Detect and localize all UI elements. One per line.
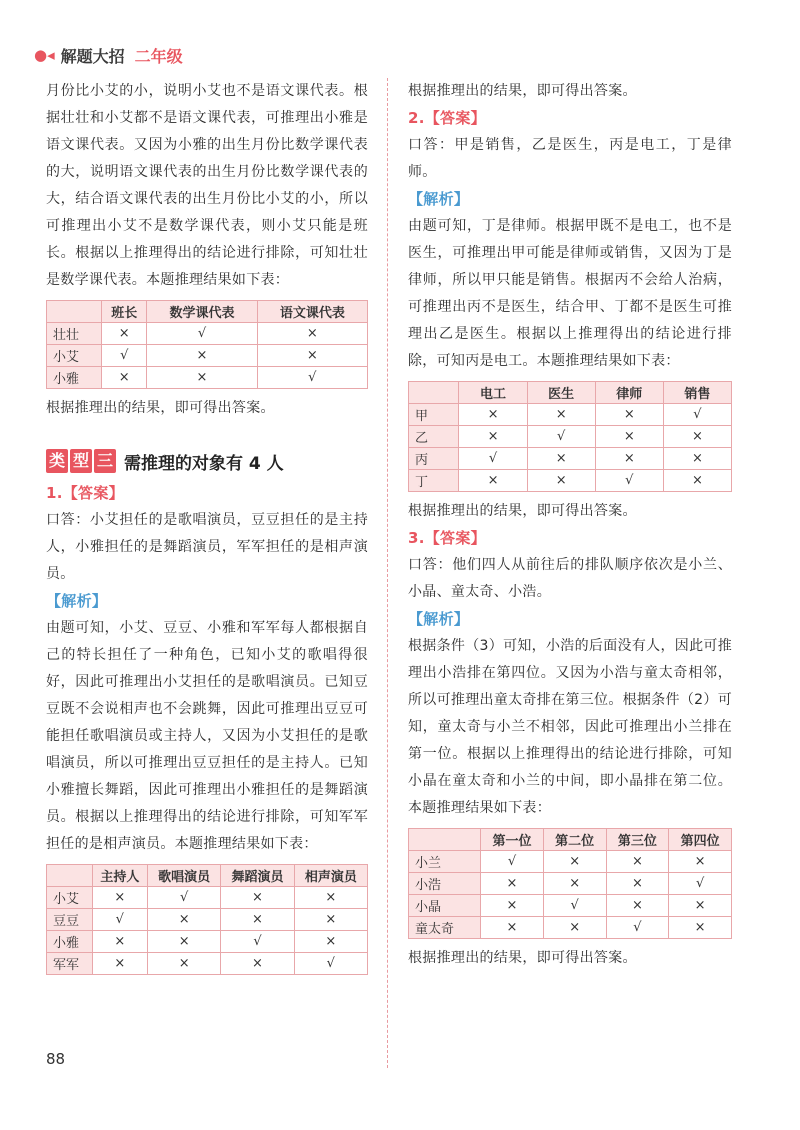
table-row-header: 乙 (409, 426, 459, 448)
table-header-row (47, 865, 368, 887)
q3-answer-label: 3.【答案】 (408, 529, 486, 547)
table-cell: √ (92, 909, 147, 931)
table-header-cell: 医生 (527, 382, 595, 404)
table-cell: × (669, 895, 732, 917)
table-header-cell: 舞蹈演员 (221, 865, 294, 887)
table-cell: × (459, 404, 527, 426)
table-cell: × (481, 895, 544, 917)
table-header-cell: 数学课代表 (147, 301, 257, 323)
table-cell: × (147, 345, 257, 367)
table-header-cell: 主持人 (92, 865, 147, 887)
table-cell: √ (148, 887, 221, 909)
table-cell: × (459, 470, 527, 492)
table-cell: × (663, 470, 731, 492)
table-cell: √ (606, 917, 669, 939)
q1-analysis-label: 【解析】 (46, 592, 108, 610)
table-cell: √ (543, 895, 606, 917)
table-cell: √ (257, 367, 367, 389)
table-cell: × (669, 851, 732, 873)
table-cell: × (543, 851, 606, 873)
table-queue-order (408, 828, 732, 939)
table-cell: × (102, 323, 147, 345)
table-cell: × (92, 953, 147, 975)
table-cell: × (294, 909, 367, 931)
table-row (409, 426, 732, 448)
table-cell: × (92, 887, 147, 909)
q3-analysis: 根据条件（3）可知，小浩的后面没有人，因此可推理出小浩排在第四位。又因为小浩与童太奇相邻，所以可推理出童太奇排在第三位。根据条件（2）可知，童太奇与小兰不相邻，因此可推理出小兰排在第一位。根据以上推理得出的结论进行排除，可知小晶在童太奇和小兰的中间，即小晶排在第二位。本题推理结果如下表： (408, 638, 732, 816)
table-row-header: 军军 (47, 953, 93, 975)
table-cell: × (595, 404, 663, 426)
table-row-header: 小艾 (47, 887, 93, 909)
page-header (34, 42, 183, 68)
q2-answer: 口答：甲是销售，乙是医生，丙是电工，丁是律师。 (408, 137, 732, 180)
table-cell: × (527, 470, 595, 492)
table-header-cell (409, 382, 459, 404)
table-cell: × (481, 917, 544, 939)
table-cell: × (595, 448, 663, 470)
table-header-cell: 律师 (595, 382, 663, 404)
table-row (409, 895, 732, 917)
table-row-header: 小浩 (409, 873, 481, 895)
table-cell: × (257, 323, 367, 345)
table-row-header: 童太奇 (409, 917, 481, 939)
table-row (47, 909, 368, 931)
table-row (409, 917, 732, 939)
q1-answer: 口答：小艾担任的是歌唱演员，豆豆担任的是主持人，小雅担任的是舞蹈演员，军军担任的是相声演员。 (46, 512, 368, 582)
table-cell: √ (481, 851, 544, 873)
table-header-cell: 歌唱演员 (148, 865, 221, 887)
page-number: 88 (46, 1050, 66, 1068)
table-header-cell (409, 829, 481, 851)
table-cell: × (663, 448, 731, 470)
table-cell: × (92, 931, 147, 953)
table-cell: × (294, 931, 367, 953)
header-grade: 二年级 (134, 46, 183, 66)
table-jobs (408, 381, 732, 492)
table-row (409, 404, 732, 426)
table-cell: √ (527, 426, 595, 448)
q1-answer-label: 1.【答案】 (46, 484, 124, 502)
table-header-cell: 销售 (663, 382, 731, 404)
q2-analysis-label: 【解析】 (408, 190, 470, 208)
table-cell: √ (663, 404, 731, 426)
table-header-row (47, 301, 368, 323)
table-row (47, 367, 368, 389)
table-header-cell: 相声演员 (294, 865, 367, 887)
table-row-header: 丙 (409, 448, 459, 470)
conclusion-text: 根据推理出的结果，即可得出答案。 (408, 83, 637, 99)
table-cell: × (294, 887, 367, 909)
table-row-header: 壮壮 (47, 323, 102, 345)
table-cell: √ (669, 873, 732, 895)
table-cell: × (221, 953, 294, 975)
type-badge (46, 449, 118, 473)
q3-answer: 口答：他们四人从前往后的排队顺序依次是小兰、小晶、童太奇、小浩。 (408, 557, 732, 600)
q1-analysis: 由题可知，小艾、豆豆、小雅和军军每人都根据自己的特长担任了一种角色，已知小艾的歌唱得很好，因此可推理出小艾担任的是歌唱演员。已知豆豆既不会说相声也不会跳舞，因此可推理出豆豆可能担任歌唱演员或主持人，又因为小艾担任的是歌唱演员，所以可推理出豆豆担任的是主持人。已知小雅擅长舞蹈，因此可推理出小雅担任的是舞蹈演员。根据以上推理得出的结论进行排除，可知军军担任的是相声演员。本题推理结果如下表： (46, 620, 368, 852)
table-cell: × (459, 426, 527, 448)
table-header-cell: 第四位 (669, 829, 732, 851)
table-cell: × (257, 345, 367, 367)
table-roles (46, 864, 368, 975)
table-cell: × (543, 917, 606, 939)
table-row-header: 豆豆 (47, 909, 93, 931)
table-header-row (409, 829, 732, 851)
q3-analysis-label: 【解析】 (408, 610, 470, 628)
table-cell: × (527, 448, 595, 470)
right-column (408, 78, 732, 972)
table-row-header: 丁 (409, 470, 459, 492)
conclusion-text: 根据推理出的结果，即可得出答案。 (408, 503, 637, 519)
table-cell: × (669, 917, 732, 939)
table-row (47, 953, 368, 975)
table-row-header: 甲 (409, 404, 459, 426)
table-row-header: 小艾 (47, 345, 102, 367)
table-header-cell: 班长 (102, 301, 147, 323)
intro-paragraph: 月份比小艾的小，说明小艾也不是语文课代表。根据壮壮和小艾都不是语文课代表，可推理出小雅是语文课代表。又因为小雅的出生月份比数学课代表的大，说明语文课代表的出生月份比数学课代表的大，结合语文课代表的出生月份比小艾的小，所以可推理出小艾不是数学课代表，则小艾只能是班长。根据以上推理得出的结论进行排除，可知壮壮是数学课代表。本题推理结果如下表： (46, 83, 368, 288)
table-class-reps (46, 300, 368, 389)
conclusion-text: 根据推理出的结果，即可得出答案。 (46, 400, 275, 416)
table-cell: × (606, 873, 669, 895)
table-cell: √ (595, 470, 663, 492)
table-cell: × (147, 367, 257, 389)
column-divider (387, 78, 388, 1068)
table-cell: × (148, 953, 221, 975)
type-badge-char: 类 (46, 449, 68, 473)
q2-analysis: 由题可知，丁是律师。根据甲既不是电工，也不是医生，可推理出甲可能是律师或销售，又因为丁是律师，所以甲只能是销售。根据丙不会给人治病，可推理出丙不是医生，结合甲、丁都不是医生可推理出乙是医生。根据以上推理得出的结论进行排除，可知丙是电工。本题推理结果如下表： (408, 218, 732, 369)
table-row (409, 873, 732, 895)
table-cell: √ (102, 345, 147, 367)
table-header-cell: 语文课代表 (257, 301, 367, 323)
table-header-cell: 第三位 (606, 829, 669, 851)
header-bullet-icon: ●◂ (34, 46, 55, 64)
table-cell: × (148, 909, 221, 931)
table-row (47, 323, 368, 345)
table-row (47, 887, 368, 909)
table-header-cell (47, 865, 93, 887)
conclusion-text: 根据推理出的结果，即可得出答案。 (408, 950, 637, 966)
table-cell: × (606, 851, 669, 873)
header-title: 解题大招 (60, 46, 125, 66)
table-cell: × (221, 887, 294, 909)
table-cell: √ (221, 931, 294, 953)
table-cell: × (543, 873, 606, 895)
table-row (409, 448, 732, 470)
table-row (47, 931, 368, 953)
table-cell: × (148, 931, 221, 953)
table-header-cell: 第二位 (543, 829, 606, 851)
type-title: 需推理的对象有 4 人 (124, 453, 284, 474)
table-header-cell: 第一位 (481, 829, 544, 851)
table-cell: √ (459, 448, 527, 470)
left-column (46, 78, 368, 981)
table-header-cell: 电工 (459, 382, 527, 404)
table-header-cell (47, 301, 102, 323)
table-row (409, 470, 732, 492)
table-cell: × (481, 873, 544, 895)
type-badge-char: 型 (70, 449, 92, 473)
table-cell: √ (147, 323, 257, 345)
table-cell: × (221, 909, 294, 931)
table-cell: × (527, 404, 595, 426)
table-row-header: 小兰 (409, 851, 481, 873)
table-header-row (409, 382, 732, 404)
table-row-header: 小晶 (409, 895, 481, 917)
type-heading (46, 446, 368, 476)
q2-answer-label: 2.【答案】 (408, 109, 486, 127)
table-row (47, 345, 368, 367)
table-cell: × (102, 367, 147, 389)
table-row (409, 851, 732, 873)
table-cell: × (663, 426, 731, 448)
table-row-header: 小雅 (47, 931, 93, 953)
table-cell: × (595, 426, 663, 448)
type-badge-char: 三 (94, 449, 116, 473)
table-row-header: 小雅 (47, 367, 102, 389)
table-cell: × (606, 895, 669, 917)
table-cell: √ (294, 953, 367, 975)
